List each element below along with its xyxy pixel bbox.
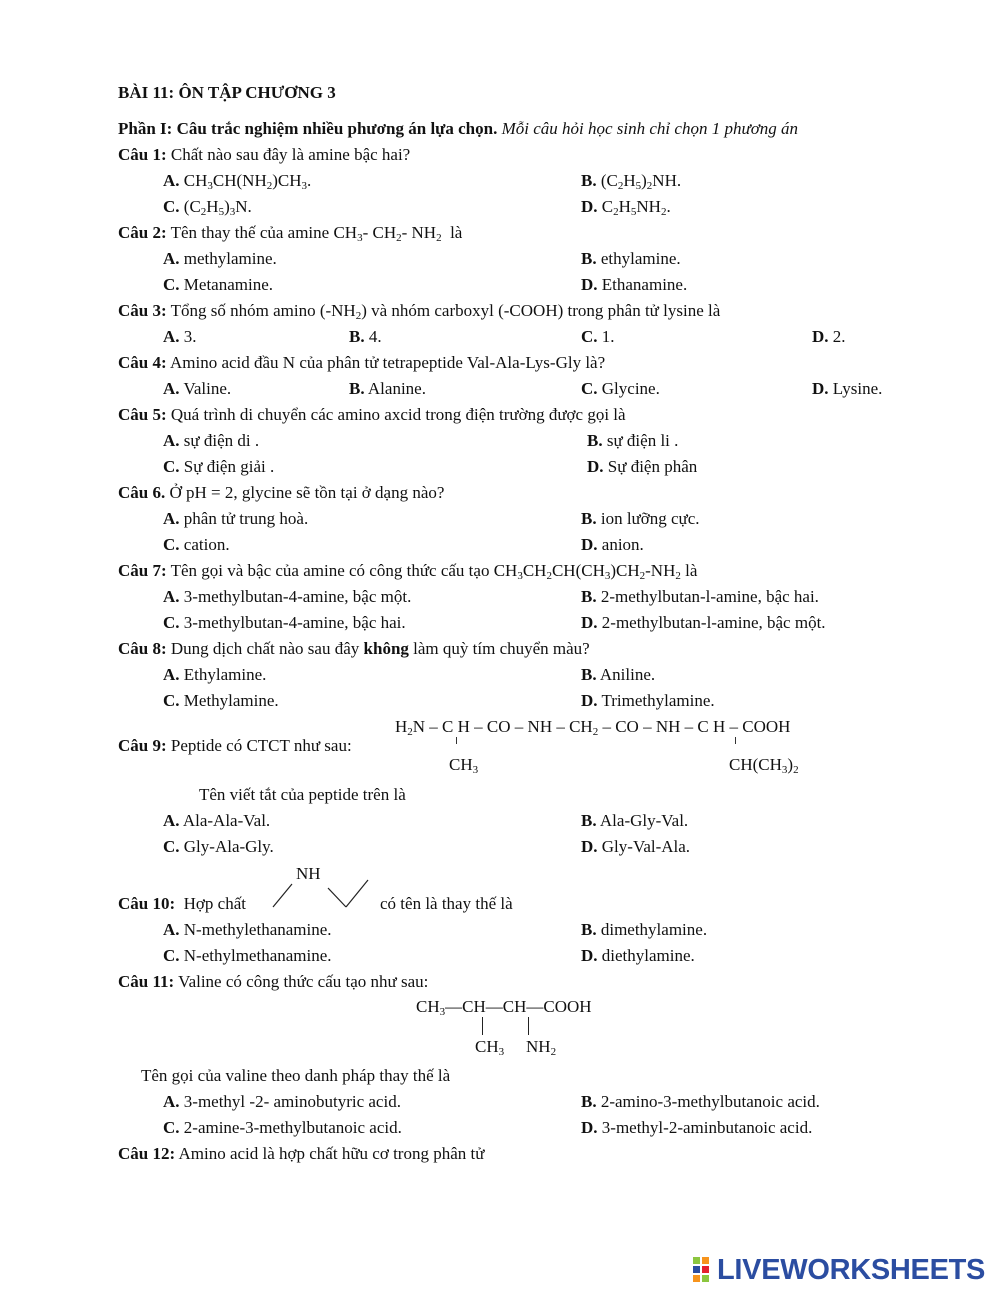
question-8: Câu 8: Dung dịch chất nào sau đây không làm quỳ tím chuyển màu? (118, 639, 590, 658)
q2-option-a[interactable]: A. methylamine. (163, 249, 277, 268)
q3-option-c[interactable]: C. 1. (581, 327, 615, 346)
q11-valine-formula: $CH_3—CH—CH—COOH$ (416, 997, 592, 1018)
q6-option-b[interactable]: B. ion lưỡng cực. (581, 509, 700, 528)
q4-option-c[interactable]: C. Glycine. (581, 379, 660, 398)
q9-option-c[interactable]: C. Gly-Ala-Gly. (163, 837, 274, 856)
question-3: Câu 3: Tổng số nhóm amino $(-NH_2)$ và nhóm carboxyl (-COOH) trong phân tử lysine là (118, 301, 721, 322)
q9-option-d[interactable]: D. Gly-Val-Ala. (581, 837, 691, 856)
q8-option-b[interactable]: B. Aniline. (581, 665, 656, 684)
liveworksheets-logo-icon (693, 1255, 717, 1285)
q10-option-c[interactable]: C. N-ethylmethanamine. (163, 946, 332, 965)
q6-option-c[interactable]: C. cation. (163, 535, 230, 554)
q11-bond-2 (528, 1017, 529, 1035)
question-5: Câu 5: Quá trình di chuyển các amino axcid trong điện trường được gọi là (118, 405, 626, 424)
q6-option-a[interactable]: A. phân tử trung hoà. (163, 509, 309, 528)
q7-option-a[interactable]: A. 3-methylbutan-4-amine, bậc một. (163, 587, 412, 606)
q8-option-c[interactable]: C. Methylamine. (163, 691, 279, 710)
question-4: Câu 4: Amino acid đầu N của phân tử tetrapeptide Val-Ala-Lys-Gly là? (118, 353, 606, 372)
q11-substituent-2: $NH_2$ (526, 1037, 557, 1058)
q4-option-a[interactable]: A. Valine. (163, 379, 232, 398)
question-1: Câu 1: Chất nào sau đây là amine bậc hai? (118, 145, 411, 164)
q9-substituent-2: $CH(CH_3)_2$ (729, 755, 799, 776)
q3-option-d[interactable]: D. 2. (812, 327, 846, 346)
q10-option-d[interactable]: D. diethylamine. (581, 946, 695, 965)
q10-option-b[interactable]: B. dimethylamine. (581, 920, 708, 939)
q5-option-c[interactable]: C. Sự điện giải . (163, 457, 275, 476)
q5-option-d[interactable]: D. Sự điện phân (587, 457, 698, 476)
q7-option-c[interactable]: C. 3-methylbutan-4-amine, bậc hai. (163, 613, 406, 632)
q10-nh-label: NH (296, 864, 321, 883)
q2-option-c[interactable]: C. Metanamine. (163, 275, 273, 294)
question-10: Câu 10: Hợp chất (118, 894, 246, 913)
q8-option-a[interactable]: A. Ethylamine. (163, 665, 267, 684)
q5-option-b[interactable]: B. sự điện li . (587, 431, 679, 450)
q1-option-a[interactable]: A. $CH_3CH(NH_2)CH_3$. (163, 171, 312, 192)
q11-substituent-1: $CH_3$ (475, 1037, 505, 1058)
q7-option-d[interactable]: D. 2-methylbutan-l-amine, bậc một. (581, 613, 826, 632)
part-heading (118, 119, 798, 139)
q1-option-c[interactable]: C. $(C_2H_5)_3N$. (163, 197, 252, 218)
q11-option-d[interactable]: D. 3-methyl-2-aminbutanoic acid. (581, 1118, 813, 1137)
q11-prompt: Tên gọi của valine theo danh pháp thay thế là (141, 1066, 451, 1085)
q6-option-d[interactable]: D. anion. (581, 535, 644, 554)
q10-text-after: có tên là thay thế là (380, 894, 513, 913)
liveworksheets-logo-text: LIVEWORKSHEETS (717, 1253, 986, 1286)
q4-option-b[interactable]: B. Alanine. (349, 379, 426, 398)
question-9: Câu 9: Peptide có CTCT như sau: (118, 736, 352, 755)
part-heading-italic: Mỗi câu hỏi học sinh chỉ chọn 1 phương án (501, 119, 799, 138)
part-heading-bold: Phần I: Câu trắc nghiệm nhiều phương án lựa chọn. (118, 119, 498, 138)
q8-option-d[interactable]: D. Trimethylamine. (581, 691, 715, 710)
q9-option-a[interactable]: A. Ala-Ala-Val. (163, 811, 271, 830)
q10-skeletal-structure (270, 876, 375, 912)
q1-option-d[interactable]: D. $C_2H_5NH_2$. (581, 197, 671, 218)
q9-bond-1 (456, 737, 457, 744)
q9-option-b[interactable]: B. Ala-Gly-Val. (581, 811, 689, 830)
q11-option-c[interactable]: C. 2-amine-3-methylbutanoic acid. (163, 1118, 402, 1137)
q11-option-b[interactable]: B. 2-amino-3-methylbutanoic acid. (581, 1092, 820, 1111)
q11-option-a[interactable]: A. 3-methyl -2- aminobutyric acid. (163, 1092, 401, 1111)
q5-option-a[interactable]: A. sự điện di . (163, 431, 260, 450)
question-7: Câu 7: Tên gọi và bậc của amine có công thức cấu tạo $CH_3CH_2CH(CH_3)CH_2-NH_2$ là (118, 561, 698, 582)
question-12: Câu 12: Amino acid là hợp chất hữu cơ trong phân tử (118, 1144, 485, 1163)
q7-option-b[interactable]: B. 2-methylbutan-l-amine, bậc hai. (581, 587, 819, 606)
q10-option-a[interactable]: A. N-methylethanamine. (163, 920, 332, 939)
question-11: Câu 11: Valine có công thức cấu tạo như sau: (118, 972, 429, 991)
q1-option-b[interactable]: B. $(C_2H_5)_2NH$. (581, 171, 682, 192)
q3-option-a[interactable]: A. 3. (163, 327, 197, 346)
q2-option-d[interactable]: D. Ethanamine. (581, 275, 688, 294)
q3-option-b[interactable]: B. 4. (349, 327, 382, 346)
page-title: BÀI 11: ÔN TẬP CHƯƠNG 3 (118, 83, 336, 102)
liveworksheets-logo[interactable] (693, 1253, 985, 1287)
q9-prompt: Tên viết tắt của peptide trên là (199, 785, 406, 804)
q9-peptide-formula: $H_2N$ – C H – CO – NH – $CH_2$ – CO – NH – C H – COOH (395, 717, 791, 738)
q9-bond-2 (735, 737, 736, 744)
question-2: Câu 2: Tên thay thế của amine $CH_3-$ $CH_2-$ $NH_2$ là (118, 223, 463, 244)
q2-option-b[interactable]: B. ethylamine. (581, 249, 681, 268)
question-6: Câu 6. Ở pH = 2, glycine sẽ tồn tại ở dạng nào? (118, 483, 445, 502)
q11-bond-1 (482, 1017, 483, 1035)
q4-option-d[interactable]: D. Lysine. (812, 379, 883, 398)
q9-substituent-1: $CH_3$ (449, 755, 479, 776)
